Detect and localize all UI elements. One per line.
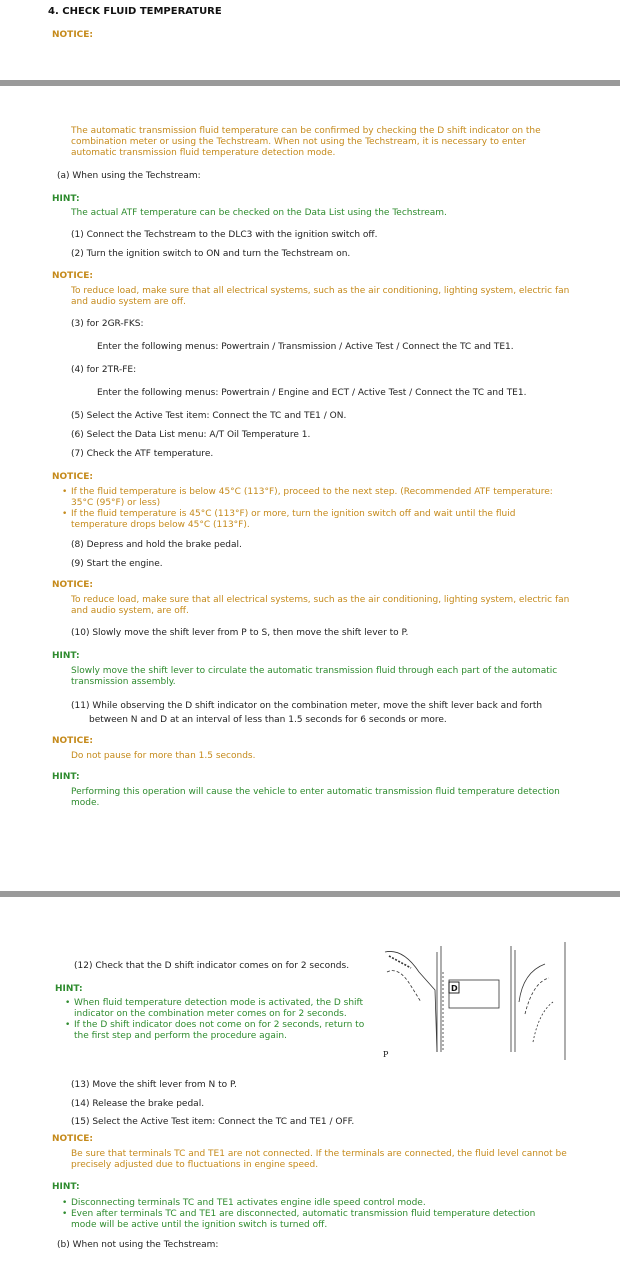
svg-text:D: D (451, 984, 458, 993)
combination-meter-illustration (383, 942, 567, 1060)
notice-list (62, 487, 572, 531)
step-1: (1) Connect the Techstream to the DLC3 with the ignition switch off. (71, 230, 378, 240)
section-divider (0, 891, 620, 897)
step-8: (8) Depress and hold the brake pedal. (71, 540, 242, 550)
step-6: (6) Select the Data List menu: A/T Oil Temperature 1. (71, 430, 311, 440)
hint-text: Slowly move the shift lever to circulate the automatic transmission fluid through each part of the automatic transmission assembly. (71, 666, 558, 687)
notice-text: To reduce load, make sure that all electrical systems, such as the air conditioning, lighting system, electric fan and audio system are off. (71, 286, 570, 307)
list-item: • If the fluid temperature is below 45°C (113°F), proceed to the next step. (Recommended ATF temperature: 35°C (95°F) or less) (62, 487, 572, 509)
step-3: (3) for 2GR-FKS: (71, 319, 144, 329)
section-divider (0, 80, 620, 86)
page-title: 4. CHECK FLUID TEMPERATURE (48, 6, 222, 17)
list-item: • When fluid temperature detection mode is activated, the D shift indicator on the combination meter comes on for 2 seconds. (65, 998, 377, 1020)
step-14: (14) Release the brake pedal. (71, 1099, 205, 1109)
hint-label: HINT: (52, 194, 80, 204)
figure-p-label: P (383, 1050, 389, 1059)
step-10: (10) Slowly move the shift lever from P to S, then move the shift lever to P. (71, 628, 409, 638)
list-item: • Disconnecting terminals TC and TE1 activates engine idle speed control mode. (62, 1198, 562, 1209)
section-b-heading: (b) When not using the Techstream: (57, 1240, 219, 1250)
step-4-detail: Enter the following menus: Powertrain / Engine and ECT / Active Test / Connect the TC and TE1. (97, 388, 527, 398)
notice-text: Be sure that terminals TC and TE1 are not connected. If the terminals are connected, the fluid level cannot be precisely adjusted due to fluctuations in engine speed. (71, 1149, 567, 1170)
list-item: • If the D shift indicator does not come on for 2 seconds, return to the first step and perform the procedure again. (65, 1020, 377, 1042)
step-12: (12) Check that the D shift indicator comes on for 2 seconds. (74, 961, 350, 971)
list-item: • Even after terminals TC and TE1 are disconnected, automatic transmission fluid temperature detection mode will be active until the ignition switch is turned off. (62, 1209, 562, 1231)
section-a-heading: (a) When using the Techstream: (57, 171, 201, 181)
hint-label: HINT: (55, 984, 83, 994)
notice-text: To reduce load, make sure that all electrical systems, such as the air conditioning, lighting system, electric fan and audio system, are off. (71, 595, 570, 616)
hint-label: HINT: (52, 772, 80, 782)
intro-notice-text: The automatic transmission fluid temperature can be confirmed by checking the D shift indicator on the combination meter or using the Techstream. When not using the Techstream, it is necessary to enter automatic transmission fluid temperature detection mode. (71, 126, 541, 158)
step-5: (5) Select the Active Test item: Connect the TC and TE1 / ON. (71, 411, 347, 421)
hint-list (65, 998, 377, 1042)
d-shift-indicator-icon (449, 982, 459, 993)
notice-label: NOTICE: (52, 271, 94, 281)
step-7: (7) Check the ATF temperature. (71, 449, 214, 459)
step-11: (11) While observing the D shift indicator on the combination meter, move the shift lever back and forth between N and D at an interval of less than 1.5 seconds for 6 seconds or more. (71, 701, 543, 725)
step-15: (15) Select the Active Test item: Connect the TC and TE1 / OFF. (71, 1117, 355, 1127)
notice-text: Do not pause for more than 1.5 seconds. (71, 751, 256, 761)
step-13: (13) Move the shift lever from N to P. (71, 1080, 237, 1090)
hint-text: Performing this operation will cause the vehicle to enter automatic transmission fluid temperature detection mode. (71, 787, 560, 808)
step-3-detail: Enter the following menus: Powertrain / Transmission / Active Test / Connect the TC and TE1. (97, 342, 514, 352)
notice-label: NOTICE: (52, 1134, 94, 1144)
notice-label: NOTICE: (52, 30, 94, 40)
step-4: (4) for 2TR-FE: (71, 365, 137, 375)
hint-label: HINT: (52, 1182, 80, 1192)
notice-label: NOTICE: (52, 736, 94, 746)
list-item: • If the fluid temperature is 45°C (113°F) or more, turn the ignition switch off and wait until the fluid temperature drops below 45°C (113°F). (62, 509, 572, 531)
gauge-cluster-outline (385, 942, 565, 1060)
step-9: (9) Start the engine. (71, 559, 163, 569)
step-2: (2) Turn the ignition switch to ON and turn the Techstream on. (71, 249, 351, 259)
hint-text: The actual ATF temperature can be checked on the Data List using the Techstream. (71, 208, 447, 218)
hint-list (62, 1198, 562, 1231)
hint-label: HINT: (52, 651, 80, 661)
notice-label: NOTICE: (52, 580, 94, 590)
notice-label: NOTICE: (52, 472, 94, 482)
